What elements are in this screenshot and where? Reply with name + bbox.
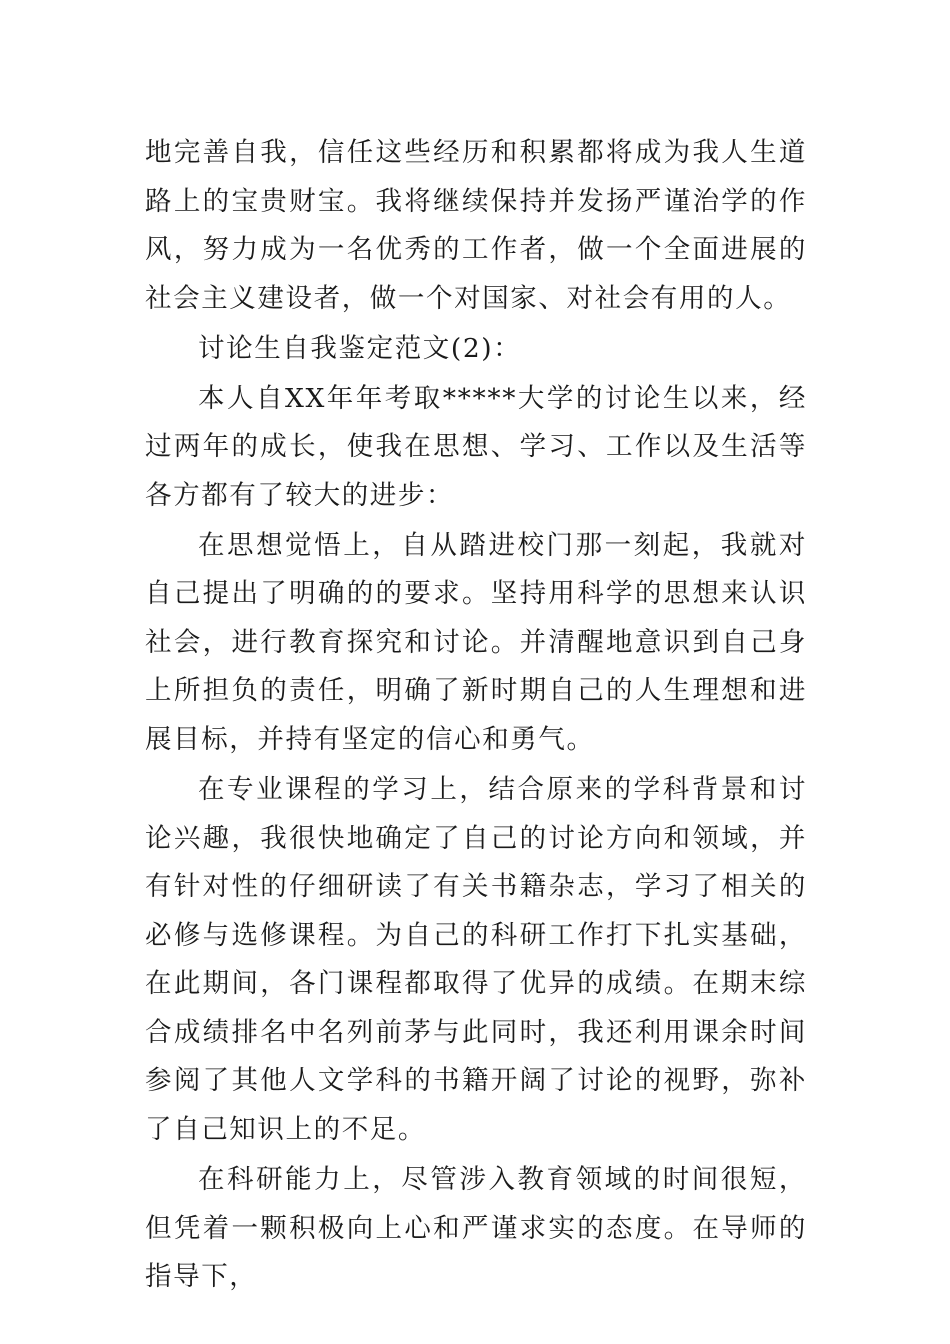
- paragraph-continuation: 地完善自我，信任这些经历和积累都将成为我人生道路上的宝贵财宝。我将继续保持并发扬严谨治学的作风，努力成为一名优秀的工作者，做一个全面进展的社会主义建设者，做一个对国家、对社会有用的人。: [145, 137, 807, 314]
- paragraph-research: 在科研能力上，尽管涉入教育领域的时间很短，但凭着一颗积极向上心和严谨求实的态度。在导师的指导下，: [145, 1163, 807, 1293]
- paragraph-coursework: 在专业课程的学习上，结合原来的学科背景和讨论兴趣，我很快地确定了自己的讨论方向和领域，并有针对性的仔细研读了有关书籍杂志，学习了相关的必修与选修课程。为自己的科研工作打下扎实基础，在此期间，各门课程都取得了优异的成绩。在期末综合成绩排名中名列前茅与此同时，我还利用课余时间参阅了其他人文学科的书籍开阔了讨论的视野，弥补了自己知识上的不足。: [145, 773, 807, 1146]
- paragraph-intro: 本人自XX年年考取*****大学的讨论生以来，经过两年的成长，使我在思想、学习、工作以及生活等各方都有了较大的进步：: [145, 382, 807, 511]
- section-heading: 讨论生自我鉴定范文(2)：: [198, 332, 522, 364]
- paragraph-ideology: 在思想觉悟上，自从踏进校门那一刻起，我就对自己提出了明确的的要求。坚持用科学的思想来认识社会，进行教育探究和讨论。并清醒地意识到自己身上所担负的责任，明确了新时期自己的人生理想和进展目标，并持有坚定的信心和勇气。: [145, 529, 807, 756]
- document-body: [145, 129, 807, 1303]
